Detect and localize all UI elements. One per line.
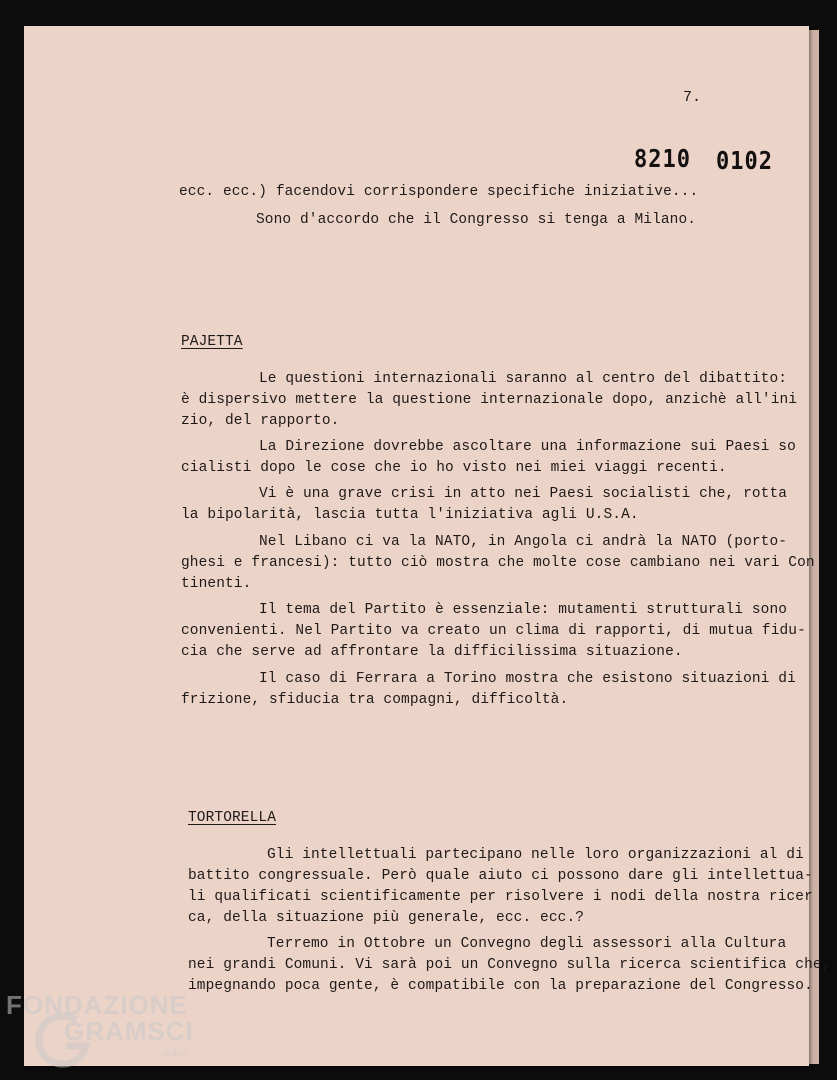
pajetta-p6-l2: frizione, sfiducia tra compagni, difficoltà. — [181, 692, 569, 708]
tortorella-p1-l1: Gli intellettuali partecipano nelle loro organizzazioni al di — [267, 847, 804, 863]
intro-line-2: Sono d'accordo che il Congresso si tenga a Milano. — [256, 212, 697, 228]
pajetta-p6-l1: Il caso di Ferrara a Torino mostra che esistono situazioni di — [259, 671, 796, 687]
intro-line-1: ecc. ecc.) facendovi corrispondere specifiche iniziative... — [179, 184, 699, 200]
section-heading-pajetta: PAJETTA — [181, 334, 243, 350]
watermark-line-1: FONDAZIONE — [6, 990, 188, 1020]
tortorella-p2-l1: Terremo in Ottobre un Convegno degli assessori alla Cultura — [267, 936, 787, 952]
pajetta-p4-l3: tinenti. — [181, 576, 252, 592]
pajetta-p5-l3: cia che serve ad affrontare la difficilissima situazione. — [181, 644, 683, 660]
pajetta-p5-l1: Il tema del Partito è essenziale: mutamenti strutturali sono — [259, 602, 788, 618]
tortorella-p1-l2: battito congressuale. Però quale aiuto ci possono dare gli intellettua- — [188, 868, 813, 884]
tortorella-p1-l3: li qualificati scientificamente per risolvere i nodi della nostra ricer — [188, 889, 813, 905]
tortorella-p2-l2: nei grandi Comuni. Vi sarà poi un Convegno sulla ricerca scientifica che, — [188, 957, 831, 973]
pajetta-p5-l2: convenienti. Nel Partito va creato un clima di rapporti, di mutua fidu- — [181, 623, 806, 639]
pajetta-p3-l2: la bipolarità, lascia tutta l'iniziativa agli U.S.A. — [181, 507, 639, 523]
section-heading-tortorella: TORTORELLA — [188, 810, 277, 826]
archive-stamp-left: 8210 — [634, 145, 691, 174]
archive-stamp-right: 0102 — [716, 147, 773, 176]
pajetta-p4-l1: Nel Libano ci va la NATO, in Angola ci andrà la NATO (porto- — [259, 534, 788, 550]
tortorella-p1-l4: ca, della situazione più generale, ecc. ecc.? — [188, 910, 585, 926]
pajetta-p2-l2: cialisti dopo le cose che io ho visto nei miei viaggi recenti. — [181, 460, 727, 476]
watermark-line-3: onlus — [162, 1048, 189, 1060]
pajetta-p2-l1: La Direzione dovrebbe ascoltare una informazione sui Paesi so — [259, 439, 796, 455]
tortorella-p2-l3: impegnando poca gente, è compatibile con la preparazione del Congresso. — [188, 978, 813, 994]
document-page — [24, 26, 831, 1066]
pajetta-p1-l1: Le questioni internazionali saranno al centro del dibattito: — [259, 371, 788, 387]
pajetta-p1-l3: zio, del rapporto. — [181, 413, 340, 429]
pajetta-p3-l1: Vi è una grave crisi in atto nei Paesi socialisti che, rotta — [259, 486, 788, 502]
pajetta-p1-l2: è dispersivo mettere la questione internazionale dopo, anzichè all'ini — [181, 392, 798, 408]
fondazione-gramsci-watermark — [2, 988, 212, 1068]
pajetta-p4-l2: ghesi e francesi): tutto ciò mostra che molte cose cambiano nei vari Con — [181, 555, 815, 571]
page-number: 7. — [683, 89, 702, 106]
watermark-line-2: GRAMSCI — [64, 1016, 194, 1046]
